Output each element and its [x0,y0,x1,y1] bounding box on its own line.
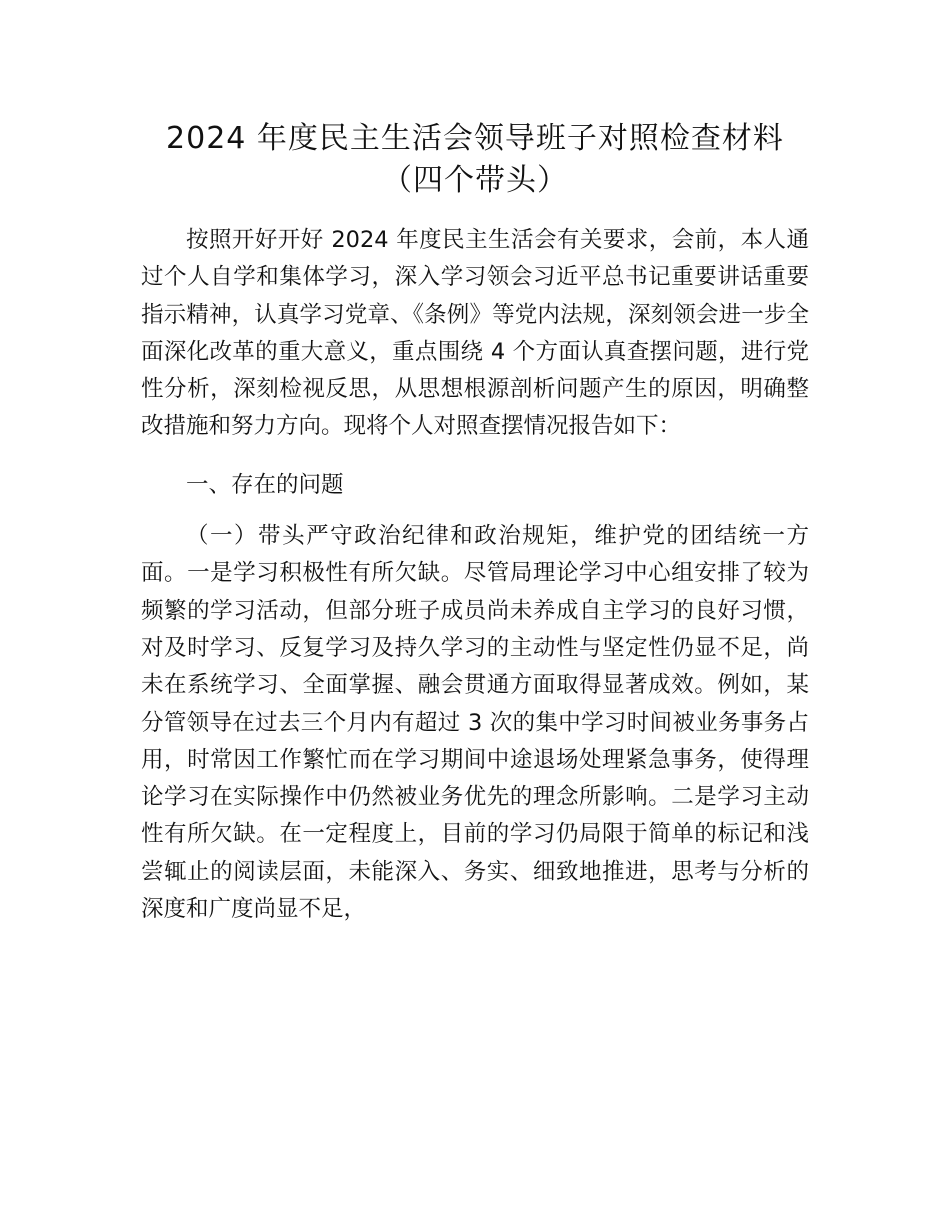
intro-paragraph: 按照开好开好 2024 年度民主生活会有关要求，会前，本人通过个人自学和集体学习，深入学习领会习近平总书记重要讲话重要指示精神，认真学习党章、《条例》等党内法规，深刻领会进一步全面深化改革的重大意义，重点围绕 4 个方面认真查摆问题，进行党性分析，深刻检视反思，从思想根源剖析问题产生的原因，明确整改措施和努力方向。现将个人对照查摆情况报告如下： [141,227,809,440]
document-body [141,222,809,928]
document-subtitle: （四个带头） [382,163,568,198]
section-heading: 一、存在的问题 [186,471,344,498]
document-title: 2024 年度民主生活会领导班子对照检查材料 [166,121,784,156]
section-paragraph: （一）带头严守政治纪律和政治规矩，维护党的团结统一方面。一是学习积极性有所欠缺。尽管局理论学习中心组安排了较为频繁的学习活动，但部分班子成员尚未养成自主学习的良好习惯，对及时学习、反复学习及持久学习的主动性与坚定性仍显不足，尚未在系统学习、全面掌握、融会贯通方面取得显著成效。例如，某分管领导在过去三个月内有超过 3 次的集中学习时间被业务事务占用，时常因工作繁忙而在学习期间中途退场处理紧急事务，使得理论学习在实际操作中仍然被业务优先的理念所影响。二是学习主动性有所欠缺。在一定程度上，目前的学习仍局限于简单的标记和浅尝辄止的阅读层面，未能深入、务实、细致地推进，思考与分析的深度和广度尚显不足， [141,523,809,923]
